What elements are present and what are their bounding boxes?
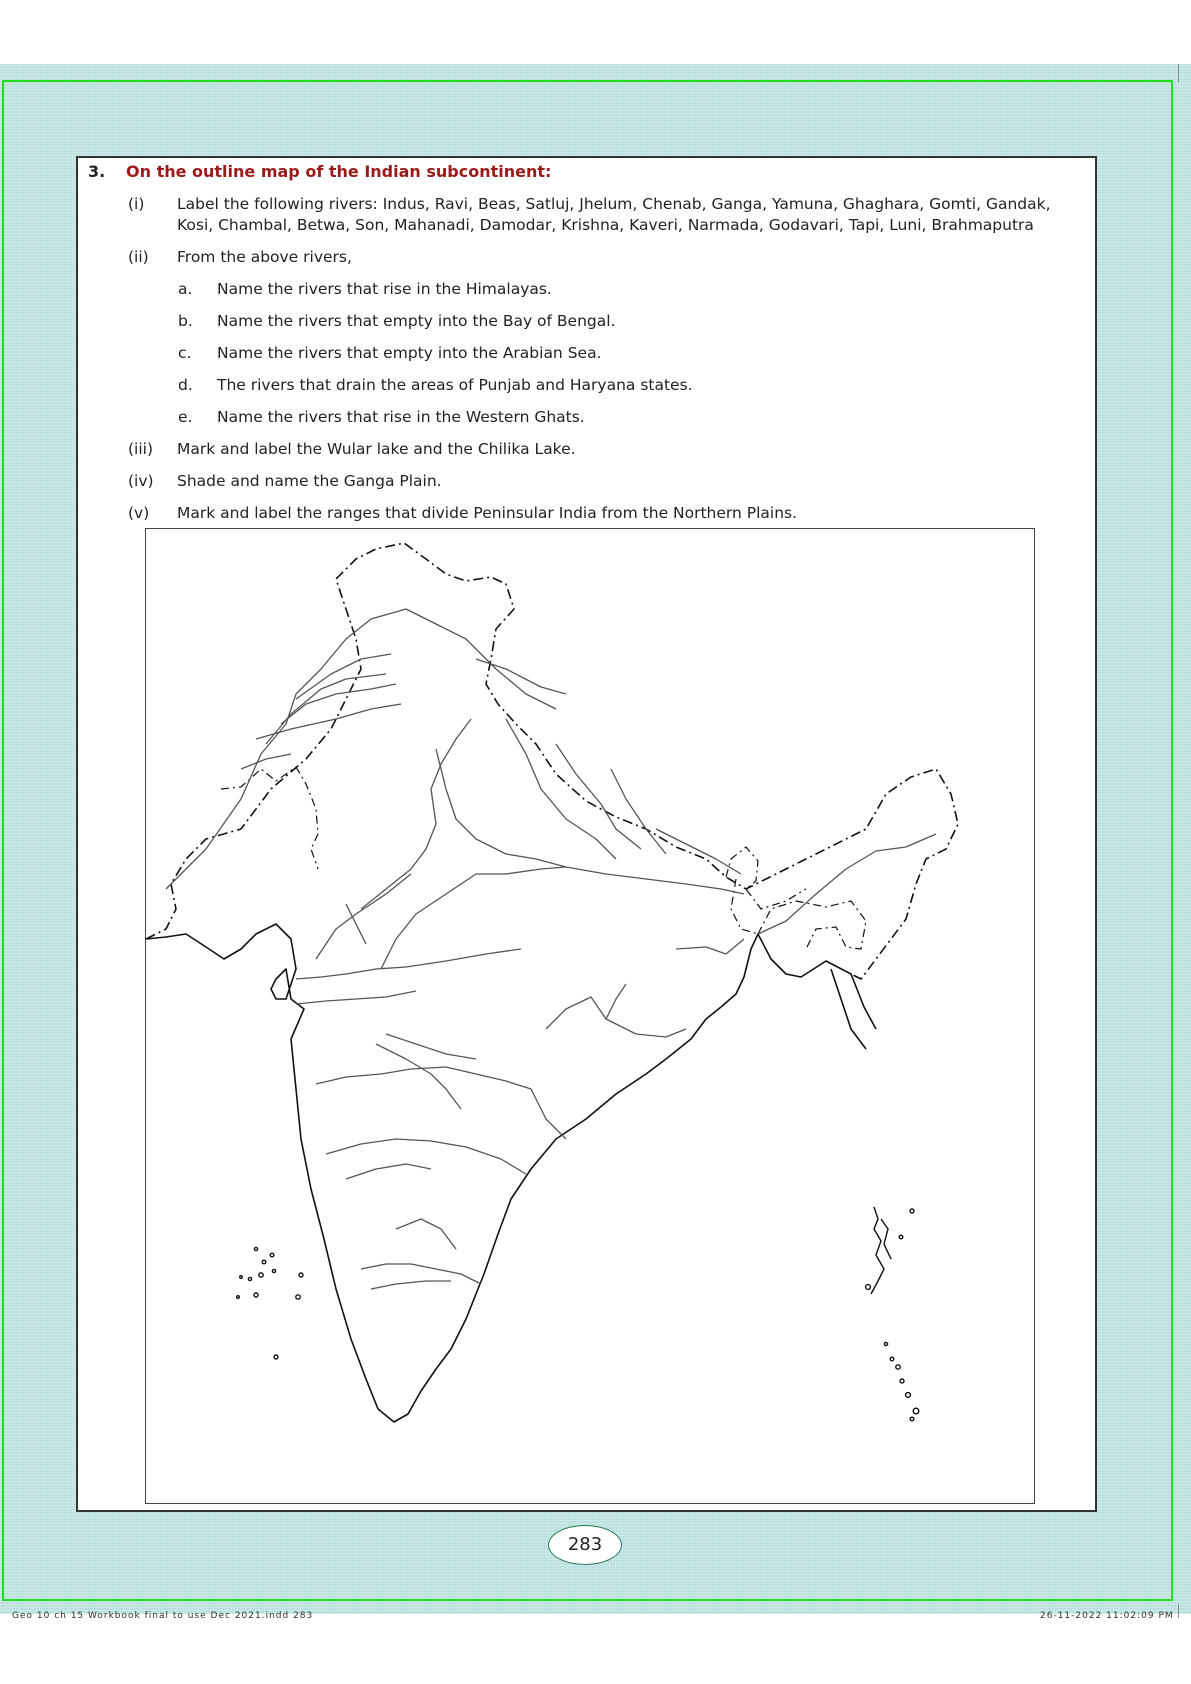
- river: [611, 769, 666, 854]
- item-iv-text: Shade and name the Ganga Plain.: [177, 472, 442, 490]
- crop-mark: [1178, 1604, 1179, 1618]
- item-iii-text: Mark and label the Wular lake and the Chilika Lake.: [177, 440, 576, 458]
- river: [381, 874, 476, 969]
- page-number: 283: [548, 1525, 622, 1565]
- lakshadweep-islands: [237, 1247, 303, 1359]
- sub-item-letter-d: d.: [178, 376, 193, 394]
- sub-item-letter-b: b.: [178, 312, 193, 330]
- internal-border: [726, 847, 806, 909]
- crop-mark: [1178, 64, 1179, 82]
- river: [166, 609, 556, 889]
- river: [656, 829, 741, 874]
- river: [266, 674, 386, 744]
- item-roman-iv: (iv): [128, 472, 154, 490]
- river: [296, 654, 391, 699]
- footer-file-info: Geo 10 ch 15 Workbook final to use Dec 2021.indd 283: [12, 1611, 314, 1621]
- item-v-text: Mark and label the ranges that divide Peninsular India from the Northern Plains.: [177, 504, 798, 522]
- coastline: [831, 969, 866, 1049]
- sub-item-e-text: Name the rivers that rise in the Western Ghats.: [217, 408, 585, 426]
- river: [296, 991, 416, 1004]
- outline-map: [145, 528, 1035, 1504]
- question-title: On the outline map of the Indian subcontinent:: [126, 162, 552, 181]
- river: [476, 867, 566, 874]
- item-roman-iii: (iii): [128, 440, 154, 458]
- river: [676, 939, 744, 954]
- river: [241, 754, 291, 769]
- river: [346, 1164, 431, 1179]
- river: [758, 834, 936, 934]
- andaman-nicobar-islands: [866, 1207, 919, 1421]
- internal-border: [221, 767, 318, 869]
- sub-item-b-text: Name the rivers that empty into the Bay of Bengal.: [217, 312, 616, 330]
- item-ii-text: From the above rivers,: [177, 248, 352, 266]
- question-number: 3.: [88, 162, 106, 181]
- river: [396, 1219, 456, 1249]
- river: [436, 749, 744, 894]
- footer-timestamp: 26-11-2022 11:02:09 PM: [1040, 1611, 1174, 1621]
- river: [546, 997, 686, 1037]
- item-roman-v: (v): [128, 504, 150, 522]
- internal-border: [758, 901, 866, 949]
- river: [506, 719, 616, 859]
- river: [296, 949, 521, 979]
- river: [606, 984, 626, 1019]
- sub-item-letter-a: a.: [178, 280, 193, 298]
- river: [316, 874, 411, 959]
- item-i-line-1: Label the following rivers: Indus, Ravi, Beas, Satluj, Jhelum, Chenab, Ganga, Yamuna, Ghaghara, Gomti, Gandak,: [177, 195, 1051, 213]
- rivers-group: [166, 609, 936, 1289]
- river: [556, 744, 641, 849]
- northern-border: [146, 543, 958, 979]
- item-roman-i: (i): [128, 195, 145, 213]
- river: [326, 1139, 526, 1174]
- sub-item-letter-e: e.: [178, 408, 193, 426]
- river: [316, 1067, 566, 1139]
- coastline: [146, 924, 876, 1422]
- river: [371, 1281, 451, 1289]
- item-i-line-2: Kosi, Chambal, Betwa, Son, Mahanadi, Damodar, Krishna, Kaveri, Narmada, Godavari, Tapi, Luni, Brahmaputra: [177, 216, 1034, 234]
- sub-item-d-text: The rivers that drain the areas of Punjab and Haryana states.: [217, 376, 693, 394]
- item-roman-ii: (ii): [128, 248, 149, 266]
- sub-item-c-text: Name the rivers that empty into the Arabian Sea.: [217, 344, 602, 362]
- sub-item-a-text: Name the rivers that rise in the Himalayas.: [217, 280, 552, 298]
- sub-item-letter-c: c.: [178, 344, 192, 362]
- india-outline-map-svg: [146, 529, 1035, 1504]
